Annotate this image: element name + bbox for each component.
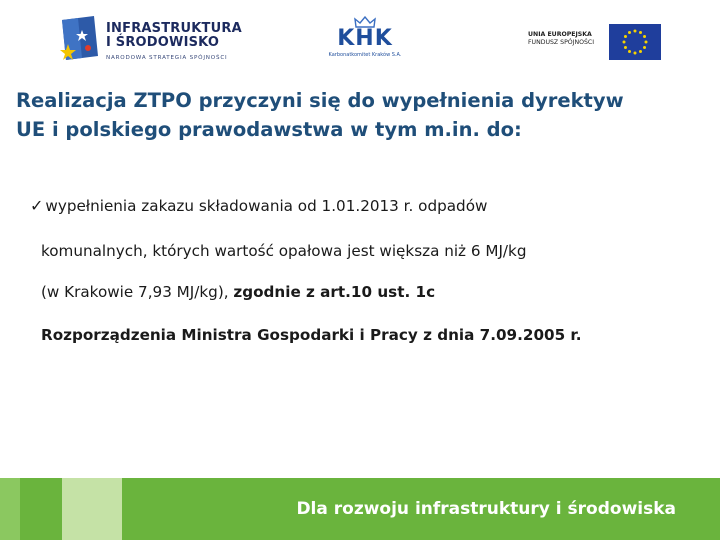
eu-star-icon xyxy=(643,35,646,38)
eu-star-icon xyxy=(628,50,631,53)
footer-stripe xyxy=(62,478,122,540)
bullet-line-4: Rozporządzenia Ministra Gospodarki i Pracy z dnia 7.09.2005 r. xyxy=(41,326,582,344)
eu-star-icon xyxy=(643,46,646,49)
ois-flag-icon xyxy=(58,14,102,62)
bullet-line-1: ✓ wypełnienia zakazu składowania od 1.01.2013 r. odpadów xyxy=(30,196,488,215)
khk-logo xyxy=(322,16,408,64)
eu-star-icon xyxy=(639,31,642,34)
eu-text: UNIA EUROPEJSKA FUNDUSZ SPÓJNOŚCI xyxy=(528,31,595,46)
eu-star-icon xyxy=(645,41,648,44)
page-heading: Realizacja ZTPO przyczyni się do wypełnienia dyrektyw UE i polskiego prawodawstwa w tym m.in. do: xyxy=(16,89,624,141)
eu-star-icon xyxy=(634,52,637,55)
ois-title: INFRASTRUKTURA I ŚRODOWISKO xyxy=(106,21,242,50)
eu-star-icon xyxy=(623,41,626,44)
footer-stripe xyxy=(0,478,20,540)
eu-flag-icon xyxy=(609,24,661,60)
footer-bar xyxy=(0,478,720,540)
eu-logo xyxy=(528,22,662,62)
eu-star-icon xyxy=(624,35,627,38)
footer-slogan: Dla rozwoju infrastruktury i środowiska xyxy=(296,499,676,519)
checkmark-icon: ✓ xyxy=(30,196,44,215)
ois-subtitle: NARODOWA STRATEGIA SPÓJNOŚCI xyxy=(106,55,228,61)
infrastruktura-srodowisko-logo xyxy=(56,14,242,66)
eu-star-icon xyxy=(624,46,627,49)
bullet-line-3: (w Krakowie 7,93 MJ/kg), zgodnie z art.10 ust. 1c xyxy=(41,283,436,301)
bullet-line-2: komunalnych, których wartość opałowa jest większa niż 6 MJ/kg xyxy=(41,242,527,260)
khk-name: KHK xyxy=(337,26,393,51)
eu-star-icon xyxy=(634,30,637,33)
eu-star-icon xyxy=(639,50,642,53)
khk-subtitle: Karbonatkomitet Kraków S.A. xyxy=(328,52,402,58)
eu-star-icon xyxy=(628,31,631,34)
